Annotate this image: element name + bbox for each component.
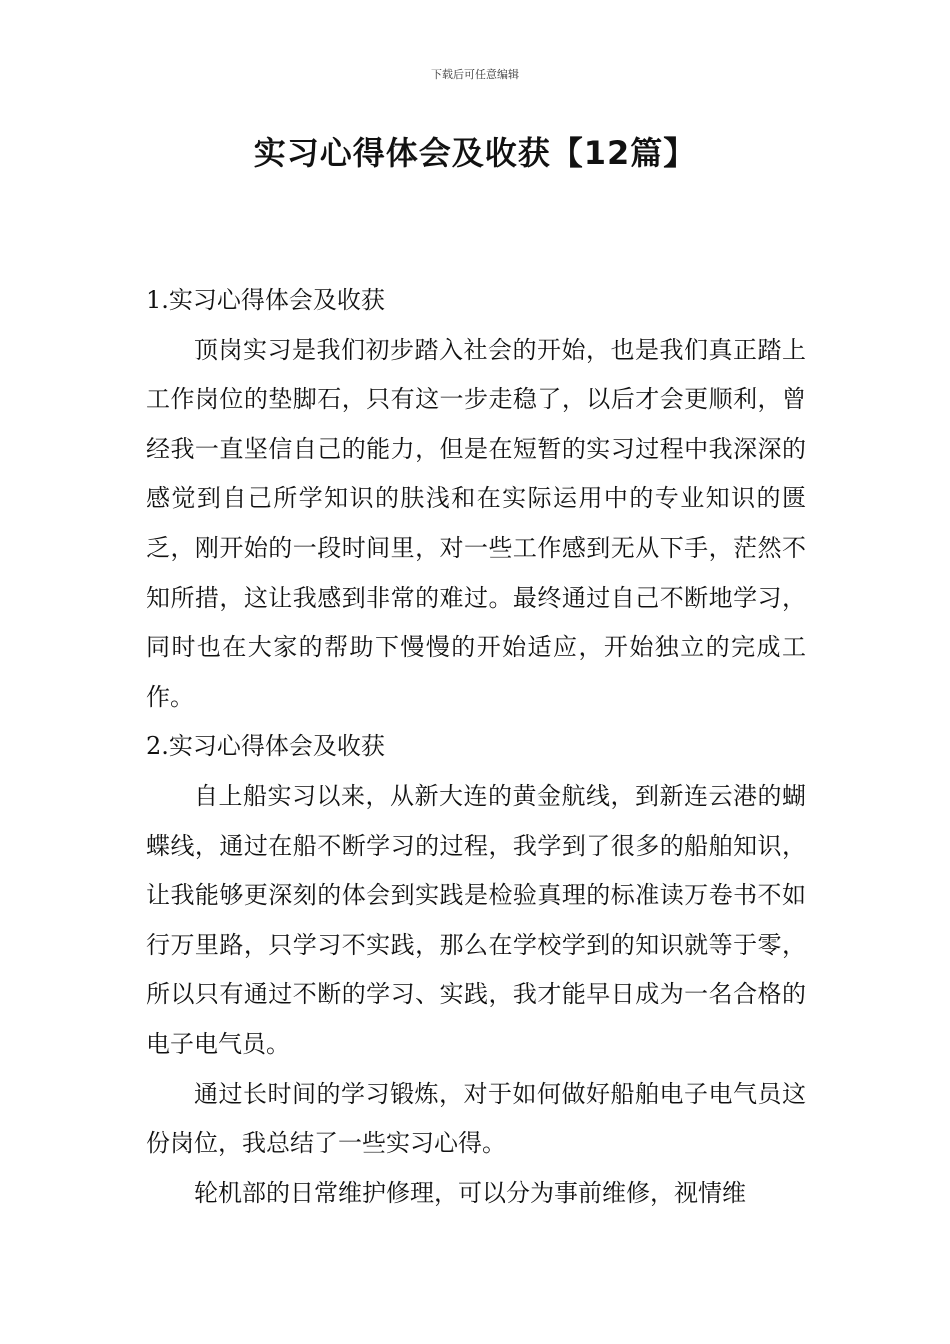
document-body — [146, 276, 806, 1218]
section-2-paragraph-2: 通过长时间的学习锻炼，对于如何做好船舶电子电气员这份岗位，我总结了一些实习心得。 — [146, 1079, 806, 1158]
document-title: 实习心得体会及收获【12篇】 — [253, 134, 697, 172]
section-2-heading: 2.实习心得体会及收获 — [146, 732, 385, 761]
section-1-heading: 1.实习心得体会及收获 — [146, 286, 385, 314]
section-1-paragraph-1: 顶岗实习是我们初步踏入社会的开始，也是我们真正踏上工作岗位的垫脚石，只有这一步走稳了，以后才会更顺利，曾经我一直坚信自己的能力，但是在短暂的实习过程中我深深的感觉到自己所学知识的肤浅和在实际运用中的专业知识的匮乏，刚开始的一段时间里，对一些工作感到无从下手，茫然不知所措，这让我感到非常的难过。最终通过自己不断地学习，同时也在大家的帮助下慢慢的开始适应，开始独立的完成工作。 — [146, 335, 806, 711]
section-2-paragraph-1: 自上船实习以来，从新大连的黄金航线，到新连云港的蝴蝶线，通过在船不断学习的过程，我学到了很多的船舶知识，让我能够更深刻的体会到实践是检验真理的标准读万卷书不如行万里路，只学习不实践，那么在学校学到的知识就等于零，所以只有通过不断的学习、实践，我才能早日成为一名合格的电子电气员。 — [146, 781, 806, 1058]
section-2-paragraph-3: 轮机部的日常维护修理，可以分为事前维修，视情维 — [194, 1178, 746, 1207]
header-note: 下载后可任意编辑 — [431, 68, 519, 81]
